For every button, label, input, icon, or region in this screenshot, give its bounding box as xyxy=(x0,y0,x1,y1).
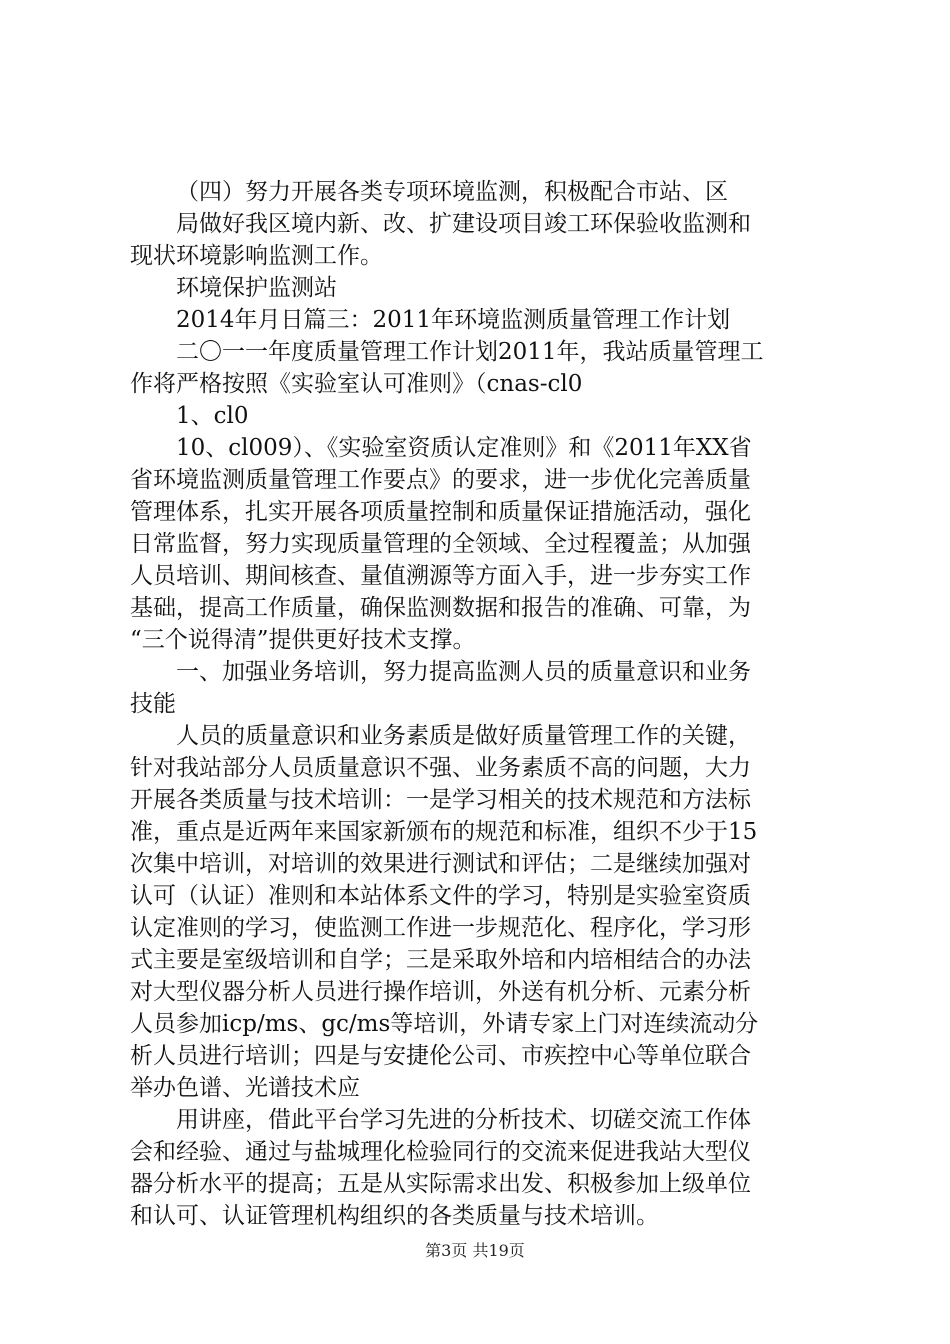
text-line: 准，重点是近两年来国家新颁布的规范和标准，组织不少于15 xyxy=(130,819,758,845)
text-line: 用讲座，借此平台学习先进的分析技术、切磋交流工作体 xyxy=(176,1107,751,1133)
text-line: 针对我站部分人员质量意识不强、业务素质不高的问题，大力 xyxy=(130,755,751,781)
text-line: 基础，提高工作质量，确保监测数据和报告的准确、可靠，为 xyxy=(130,595,751,621)
text-line: 2014年月日篇三：2011年环境监测质量管理工作计划 xyxy=(176,307,731,333)
text-line: 环境保护监测站 xyxy=(176,275,337,301)
text-line: 对大型仪器分析人员进行操作培训，外送有机分析、元素分析 xyxy=(130,979,751,1005)
text-line: 二〇一一年度质量管理工作计划2011年，我站质量管理工 xyxy=(176,339,764,365)
text-line: 人员培训、期间核查、量值溯源等方面入手，进一步夯实工作 xyxy=(130,563,751,589)
text-line: 开展各类质量与技术培训：一是学习相关的技术规范和方法标 xyxy=(130,787,751,813)
text-line: 人员参加icp/ms、gc/ms等培训，外请专家上门对连续流动分 xyxy=(130,1011,759,1037)
text-line: 一、加强业务培训，努力提高监测人员的质量意识和业务 xyxy=(176,659,751,685)
text-line: （四）努力开展各类专项环境监测，积极配合市站、区 xyxy=(176,179,728,205)
text-line: 式主要是室级培训和自学；三是采取外培和内培相结合的办法 xyxy=(130,947,751,973)
text-line: 器分析水平的提高；五是从实际需求出发、积极参加上级单位 xyxy=(130,1171,751,1197)
text-line: 技能 xyxy=(130,691,176,717)
text-line: 局做好我区境内新、改、扩建设项目竣工环保验收监测和 xyxy=(176,211,751,237)
document-body xyxy=(130,176,830,1232)
text-line: 认定准则的学习，使监测工作进一步规范化、程序化，学习形 xyxy=(130,915,751,941)
page-footer: 第3页 共19页 xyxy=(425,1241,525,1260)
text-line: 会和经验、通过与盐城理化检验同行的交流来促进我站大型仪 xyxy=(130,1139,751,1165)
text-line: 10、cl009）、《实验室资质认定准则》和《2011年XX省 xyxy=(176,435,752,461)
text-line: 现状环境影响监测工作。 xyxy=(130,243,383,269)
text-line: 1、cl0 xyxy=(176,403,249,429)
text-line: 和认可、认证管理机构组织的各类质量与技术培训。 xyxy=(130,1203,659,1229)
text-line: 析人员进行培训；四是与安捷伦公司、市疾控中心等单位联合 xyxy=(130,1043,751,1069)
text-line: 举办色谱、光谱技术应 xyxy=(130,1075,360,1101)
text-line: 作将严格按照《实验室认可准则》（cnas-cl0 xyxy=(130,371,583,397)
text-line: 次集中培训，对培训的效果进行测试和评估；二是继续加强对 xyxy=(130,851,751,877)
text-line: “三个说得清”提供更好技术支撑。 xyxy=(130,627,476,653)
text-line: 管理体系，扎实开展各项质量控制和质量保证措施活动，强化 xyxy=(130,499,751,525)
text-line: 省环境监测质量管理工作要点》的要求，进一步优化完善质量 xyxy=(130,467,751,493)
text-line: 人员的质量意识和业务素质是做好质量管理工作的关键， xyxy=(176,723,751,749)
text-line: 认可（认证）准则和本站体系文件的学习，特别是实验室资质 xyxy=(130,883,751,909)
text-line: 日常监督，努力实现质量管理的全领域、全过程覆盖；从加强 xyxy=(130,531,751,557)
